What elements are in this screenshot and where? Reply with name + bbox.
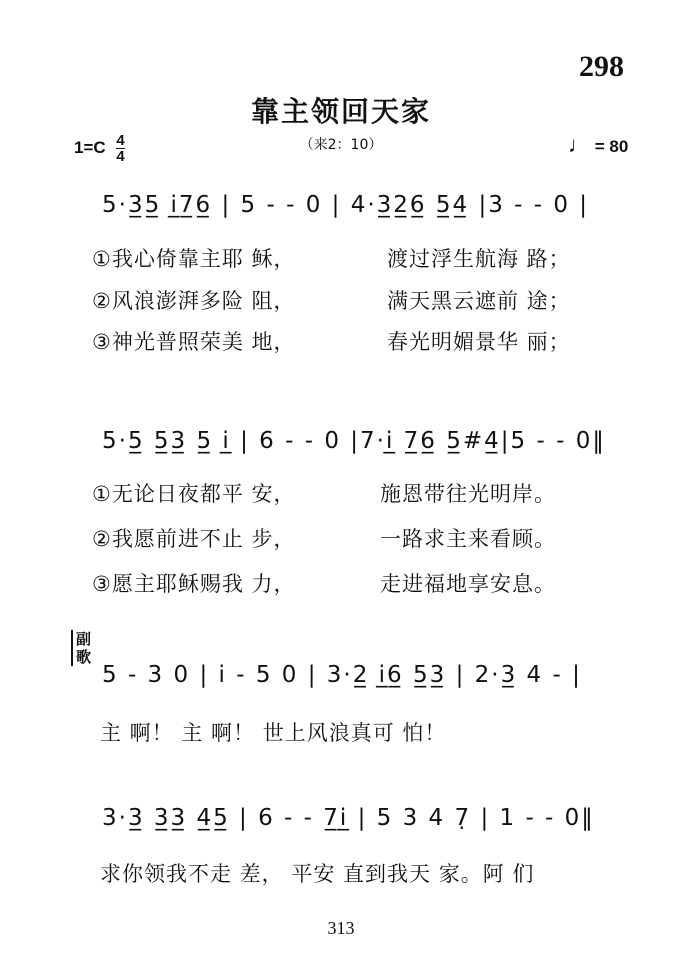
time-top: 4 <box>116 132 125 149</box>
scripture-reference: （来2：10） <box>299 137 383 153</box>
tempo-value: = 80 <box>594 137 629 156</box>
lyric-phrase-a: ③神光普照荣美 地， <box>92 330 296 354</box>
lyric-phrase-b: 走进福地享安息。 <box>380 572 556 596</box>
key-label: 1=C <box>74 137 106 157</box>
refrain-label: 副歌 <box>71 630 98 666</box>
lyric-phrase-a: ②风浪澎湃多险 阻， <box>92 289 296 313</box>
notation-line-2: 5·5̲ 5̲3̲ 5̲ i̲ | 6 - - 0 |7·i̲ 7̲6̲ 5̲#4̲|5 - - 0‖ <box>102 428 606 454</box>
lyric-phrase-b: 春光明媚景华 丽； <box>387 330 571 354</box>
tempo-marking <box>568 132 628 158</box>
lyric-phrase-b: 满天黑云遮前 途； <box>387 289 571 313</box>
page-number: 313 <box>327 918 355 938</box>
lyric-phrase-a: 主 啊！ 主 啊！ 世上风浪真可 怕！ <box>100 721 447 745</box>
lyric-phrase-a: ②我愿前进不止 步， <box>92 527 296 551</box>
quarter-note-icon: ♩ <box>568 132 590 157</box>
time-bottom: 4 <box>116 148 125 165</box>
notation-line-4: 3·3̲ 3̲3̲ 4̲5̲ | 6 - - 7̲i̲ | 5 3 4 7̣ | 1 - - 0‖ <box>102 805 595 831</box>
lyric-phrase-b: 渡过浮生航海 路； <box>387 247 571 271</box>
lyric-phrase-b: 一路求主来看顾。 <box>380 527 556 551</box>
hymn-number: 298 <box>579 50 624 83</box>
lyric-phrase-a: ①无论日夜都平 安， <box>92 482 296 506</box>
lyric-phrase-a: 求你领我不走 差， 平安 直到我天 家。阿 们 <box>100 862 535 886</box>
hymn-title: 靠主领回天家 <box>250 95 431 128</box>
lyric-phrase-b: 施恩带往光明岸。 <box>380 482 556 506</box>
notation-line-1: 5·3̲5̲ i̲7̲6̲ | 5 - - 0 | 4·3̲2̲6̲ 5̲4̲ |3 - - 0 | <box>102 192 590 218</box>
lyric-phrase-a: ③愿主耶稣赐我 力， <box>92 572 296 596</box>
notation-line-3: 5 - 3 0 | i - 5 0 | 3·2̲ i̲6̲ 5̲3̲ | 2·3̲ 4 - | <box>102 662 582 688</box>
lyric-phrase-a: ①我心倚靠主耶 稣， <box>92 247 296 271</box>
